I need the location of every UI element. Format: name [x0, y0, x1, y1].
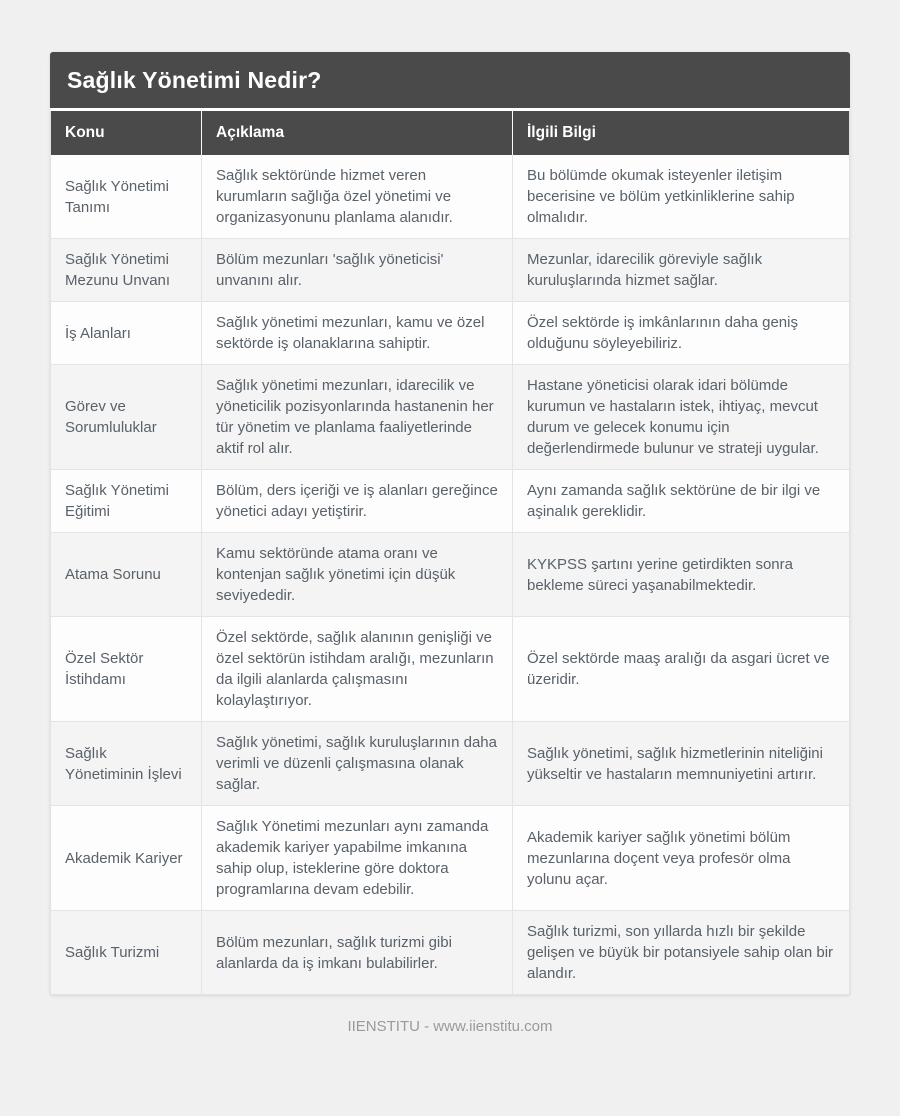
topic-text: Sağlık Yönetimi Tanımı [65, 177, 169, 216]
table-body [51, 155, 849, 994]
info-text: Sağlık turizmi, son yıllarda hızlı bir şekilde gelişen ve büyük bir potansiyele sahip olan bir alandır. [527, 923, 834, 982]
description-text: Sağlık yönetimi, sağlık kuruluşlarının daha verimli ve düzenli çalışmasına olanak sağlar. [216, 734, 497, 793]
info-text: Mezunlar, idarecilik göreviyle sağlık kuruluşlarında hizmet sağlar. [527, 251, 763, 289]
topic-text: Görev ve Sorumluluklar [65, 398, 157, 436]
info-cell [512, 470, 849, 532]
info-text: Özel sektörde iş imkânlarının daha geniş olduğunu söyleyebiliriz. [527, 314, 798, 352]
description-text: Bölüm mezunları 'sağlık yöneticisi' unvanını alır. [216, 251, 444, 289]
topic-cell [51, 239, 201, 301]
info-text: Bu bölümde okumak isteyenler iletişim becerisine ve bölüm yetkinliklerine sahip olmalıdır. [527, 167, 795, 226]
info-cell [512, 155, 849, 238]
info-cell [512, 533, 849, 616]
topic-cell [51, 806, 201, 910]
info-text: Aynı zamanda sağlık sektörüne de bir ilgi ve aşinalık gereklidir. [527, 482, 821, 520]
topic-cell [51, 155, 201, 238]
topic-cell [51, 911, 201, 994]
description-cell [201, 722, 512, 805]
topic-text: Sağlık Yönetimi Eğitimi [65, 482, 169, 520]
info-cell [512, 911, 849, 994]
topic-text: Atama Sorunu [65, 566, 161, 583]
topic-text: İş Alanları [65, 324, 131, 342]
description-text: Sağlık yönetimi mezunları, idarecilik ve yöneticilik pozisyonlarında hastanenin her tür yönetim ve planlama faaliyetlerinde aktif rol alır. [216, 377, 494, 457]
column-header-info: İlgili Bilgi [512, 111, 849, 155]
topic-cell [51, 302, 201, 364]
table-row [51, 721, 849, 805]
table-row [51, 910, 849, 994]
topic-text: Sağlık Yönetiminin İşlevi [65, 744, 182, 783]
description-cell [201, 911, 512, 994]
table-title-bar [50, 52, 850, 108]
description-cell [201, 302, 512, 364]
topic-cell [51, 470, 201, 532]
table-row [51, 155, 849, 238]
info-text: Sağlık yönetimi, sağlık hizmetlerinin niteliğini yükseltir ve hastaların memnuniyetini artırır. [527, 744, 823, 783]
info-cell [512, 239, 849, 301]
table-row [51, 616, 849, 721]
topic-text: Sağlık Turizmi [65, 944, 160, 961]
description-text: Sağlık yönetimi mezunları, kamu ve özel sektörde iş olanaklarına sahiptir. [216, 314, 485, 352]
page-title: Sağlık Yönetimi Nedir? [67, 66, 322, 93]
description-text: Sağlık sektöründe hizmet veren kurumların sağlığa özel yönetimi ve organizasyonunu planlama alanıdır. [216, 167, 453, 226]
description-cell [201, 617, 512, 721]
topic-cell [51, 533, 201, 616]
column-header-topic: Konu [65, 124, 105, 141]
info-cell [512, 365, 849, 469]
info-cell [512, 617, 849, 721]
topic-text: Sağlık Yönetimi Mezunu Unvanı [65, 251, 171, 289]
column-header-description: Açıklama [201, 111, 512, 155]
description-cell [201, 239, 512, 301]
topic-cell [51, 722, 201, 805]
table-row [51, 805, 849, 910]
description-cell [201, 365, 512, 469]
info-cell [512, 302, 849, 364]
description-text: Bölüm, ders içeriği ve iş alanları gereğince yönetici adayı yetiştirir. [216, 482, 498, 520]
topic-text: Özel Sektör İstihdamı [65, 650, 144, 688]
info-table-card [50, 52, 850, 995]
info-text: Hastane yöneticisi olarak idari bölümde kurumun ve hastaların istek, ihtiyaç, mevcut durum ve gelecek konumu için değerlendirmede bulunur ve strateji uygular. [527, 377, 819, 457]
description-text: Sağlık Yönetimi mezunları aynı zamanda akademik kariyer yapabilme imkanına sahip olup, isteklerine göre doktora programlarına devam edebilir. [216, 818, 489, 898]
info-text: Özel sektörde maaş aralığı da asgari ücret ve üzeridir. [527, 650, 830, 688]
table-row [51, 469, 849, 532]
description-cell [201, 155, 512, 238]
info-text: Akademik kariyer sağlık yönetimi bölüm mezunlarına doçent veya profesör olma yolunu açar. [527, 828, 791, 888]
footer [50, 1018, 850, 1035]
description-cell [201, 470, 512, 532]
info-cell [512, 806, 849, 910]
topic-cell [51, 617, 201, 721]
health-management-table [50, 111, 850, 995]
info-text: KYKPSS şartını yerine getirdikten sonra bekleme süreci yaşanabilmektedir. [527, 555, 793, 594]
table-row [51, 238, 849, 301]
table-row [51, 364, 849, 469]
topic-cell [51, 365, 201, 469]
description-text: Özel sektörde, sağlık alanının genişliği ve özel sektörün istihdam aralığı, mezunların da ilgili alanlarda çalışmasını kolaylaştırıyor. [216, 629, 494, 709]
description-cell [201, 533, 512, 616]
table-header-row [51, 111, 849, 155]
topic-text: Akademik Kariyer [65, 849, 183, 867]
info-cell [512, 722, 849, 805]
description-cell [201, 806, 512, 910]
description-text: Bölüm mezunları, sağlık turizmi gibi alanlarda da iş imkanı bulabilirler. [216, 933, 452, 972]
table-row [51, 532, 849, 616]
table-row [51, 301, 849, 364]
description-text: Kamu sektöründe atama oranı ve kontenjan sağlık yönetimi için düşük seviyededir. [216, 545, 456, 604]
footer-credit: IIENSTITU - www.iienstitu.com [347, 1018, 553, 1035]
